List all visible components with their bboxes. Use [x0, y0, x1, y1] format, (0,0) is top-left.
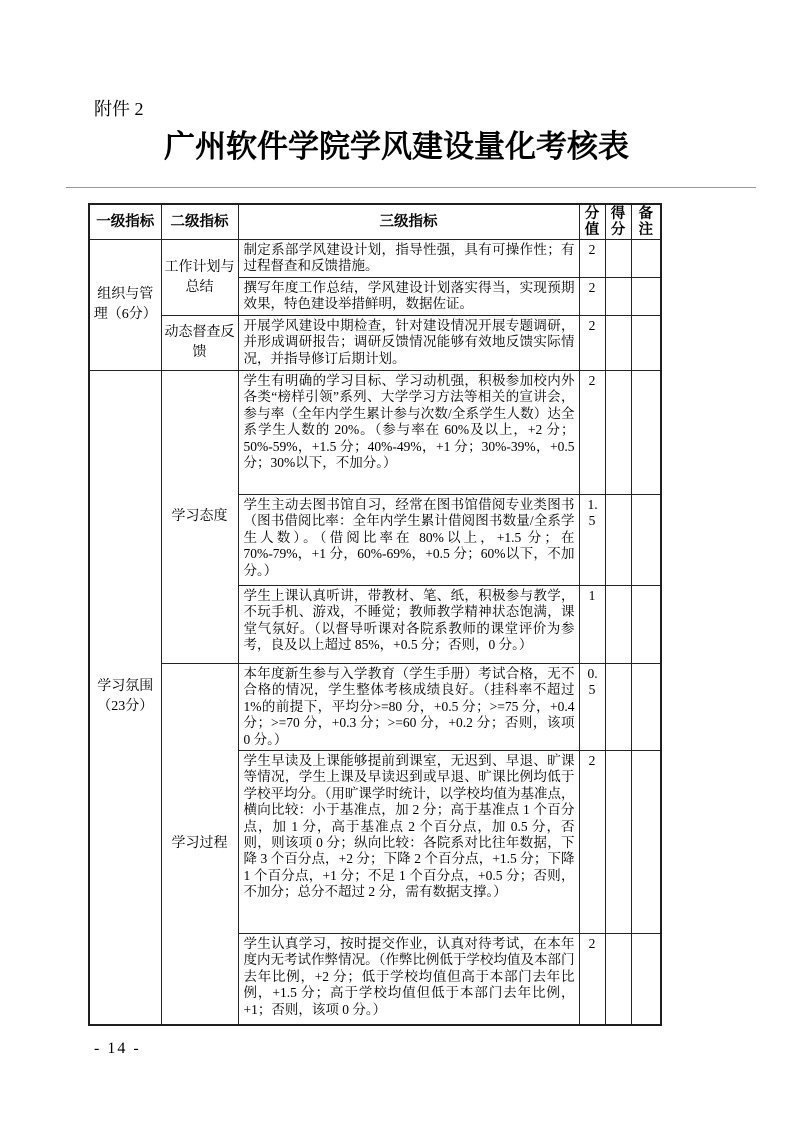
- remark-cell: [631, 278, 661, 316]
- criteria-cell: 学生主动去图书馆自习，经常在图书馆借阅专业类图书（图书借阅比率：全年内学生累计借阅图书数量/全系学生人数）。（借阅比率在 80%以上，+1.5 分；在 70%-79%，+1 分，60%-69%，+0.5 分；60%以下，不加分。）: [238, 495, 579, 586]
- page-number: - 14 -: [94, 1040, 141, 1057]
- criteria-cell: 制定系部学风建设计划，指导性强，具有可操作性；有过程督查和反馈措施。: [238, 240, 579, 278]
- header-remark-text: 备注: [638, 206, 653, 238]
- score-value-cell: [579, 586, 605, 664]
- score-obtained-cell: [605, 316, 631, 371]
- table-header-row: [89, 204, 661, 240]
- score-value-text: 2: [588, 318, 596, 333]
- remark-cell: [631, 586, 661, 664]
- remark-cell: [631, 751, 661, 934]
- score-value-cell: [579, 495, 605, 586]
- score-value-cell: [579, 751, 605, 934]
- criteria-cell: 学生有明确的学习目标、学习动机强，积极参加校内外各类“榜样引领”系列、大学学习方法等相关的宣讲会，参与率（全年内学生累计参与次数/全系学生人数）达全系学生人数的 20%。（参与率在 60%及以上，+2 分；50%-59%，+1.5 分；40%-49%，+1 分；30%-39%，+0.5 分；30%以下，不加分。）: [238, 371, 579, 495]
- score-value-cell: [579, 278, 605, 316]
- criteria-cell: 开展学风建设中期检查，针对建设情况开展专题调研，并形成调研报告；调研反馈情况能够有效地反馈实际情况，并指导修订后期计划。: [238, 316, 579, 371]
- score-obtained-cell: [605, 586, 631, 664]
- header-score-value-text: 分值: [584, 206, 600, 238]
- score-value-text: 1: [588, 588, 596, 603]
- table-row: [89, 371, 661, 495]
- level1-indicator-cell: 学习氛围（23分）: [89, 371, 161, 1025]
- score-value-text: 2: [588, 280, 596, 295]
- score-value-cell: [579, 371, 605, 495]
- header-score-value: [579, 204, 605, 240]
- score-obtained-cell: [605, 240, 631, 278]
- score-obtained-cell: [605, 371, 631, 495]
- header-level1-indicator: 一级指标: [89, 204, 161, 240]
- header-score-obtained-text: 得分: [610, 206, 626, 238]
- attachment-label: 附件 2: [94, 99, 144, 119]
- score-value-cell: [579, 316, 605, 371]
- level2-indicator-cell: 学习过程: [161, 664, 238, 1025]
- score-value-text: 2: [588, 753, 596, 768]
- assessment-table: [88, 203, 662, 1026]
- remark-cell: [631, 934, 661, 1025]
- score-value-text: 1.5: [587, 497, 598, 528]
- criteria-cell: 撰写年度工作总结，学风建设计划落实得当，实现预期效果，特色建设举措鲜明，数据佐证。: [238, 278, 579, 316]
- score-value-cell: [579, 934, 605, 1025]
- header-score-obtained: [605, 204, 631, 240]
- header-remark: [631, 204, 661, 240]
- score-value-text: 2: [588, 936, 596, 951]
- header-level2-indicator: 二级指标: [161, 204, 238, 240]
- score-obtained-cell: [605, 495, 631, 586]
- header-level3-indicator: 三级指标: [238, 204, 579, 240]
- score-obtained-cell: [605, 934, 631, 1025]
- remark-cell: [631, 371, 661, 495]
- criteria-cell: 学生上课认真听讲，带教材、笔、纸，积极参与教学，不玩手机、游戏，不睡觉；教师教学精神状态饱满，课堂气氛好。（以督导听课对各院系教师的课堂评价为参考，良及以上超过 85%，+0.5 分；否则，0 分。）: [238, 586, 579, 664]
- criteria-cell: 本年度新生参与入学教育（学生手册）考试合格，无不合格的情况，学生整体考核成绩良好。（挂科率不超过 1%的前提下，平均分>=80 分，+0.5 分；>=75 分，+0.4 分；>=70 分，+0.3 分；>=60 分，+0.2 分；否则，该项 0 分。）: [238, 664, 579, 751]
- remark-cell: [631, 240, 661, 278]
- score-obtained-cell: [605, 751, 631, 934]
- table-row: [89, 316, 661, 371]
- remark-cell: [631, 316, 661, 371]
- divider-line: [66, 187, 756, 188]
- criteria-cell: 学生早读及上课能够提前到课室，无迟到、早退、旷课等情况，学生上课及早读迟到或早退、旷课比例均低于学校平均分。（用旷课学时统计，以学校均值为基准点，横向比较：小于基准点，加 2 分；高于基准点 1 个百分点，加 1 分，高于基准点 2 个百分点，加 0.5 分，否则，则该项 0 分；纵向比较：各院系对比往年数据，下降 3 个百分点，+2 分；下降 2 个百分点，+1.5 分；下降 1 个百分点，+1 分；不足 1 个百分点，+0.5 分；否则，不加分；总分不超过 2 分，需有数据支撑。）: [238, 751, 579, 934]
- remark-cell: [631, 664, 661, 751]
- score-value-text: 2: [588, 373, 596, 388]
- table-row: [89, 664, 661, 751]
- level1-indicator-cell: 组织与管理（6分）: [89, 240, 161, 371]
- score-value-text: 0.5: [587, 666, 598, 697]
- score-obtained-cell: [605, 664, 631, 751]
- level2-indicator-cell: 动态督查反馈: [161, 316, 238, 371]
- table-row: [89, 240, 661, 278]
- score-obtained-cell: [605, 278, 631, 316]
- score-value-text: 2: [588, 242, 596, 257]
- score-value-cell: [579, 664, 605, 751]
- remark-cell: [631, 495, 661, 586]
- criteria-cell: 学生认真学习，按时提交作业，认真对待考试，在本年度内无考试作弊情况。（作弊比例低于学校均值及本部门去年比例，+2 分；低于学校均值但高于本部门去年比例，+1.5 分；高于学校均值但低于本部门去年比例，+1；否则，该项 0 分。）: [238, 934, 579, 1025]
- level2-indicator-cell: 学习态度: [161, 371, 238, 664]
- level2-indicator-cell: 工作计划与总结: [161, 240, 238, 316]
- page-title: 广州软件学院学风建设量化考核表: [164, 129, 629, 164]
- score-value-cell: [579, 240, 605, 278]
